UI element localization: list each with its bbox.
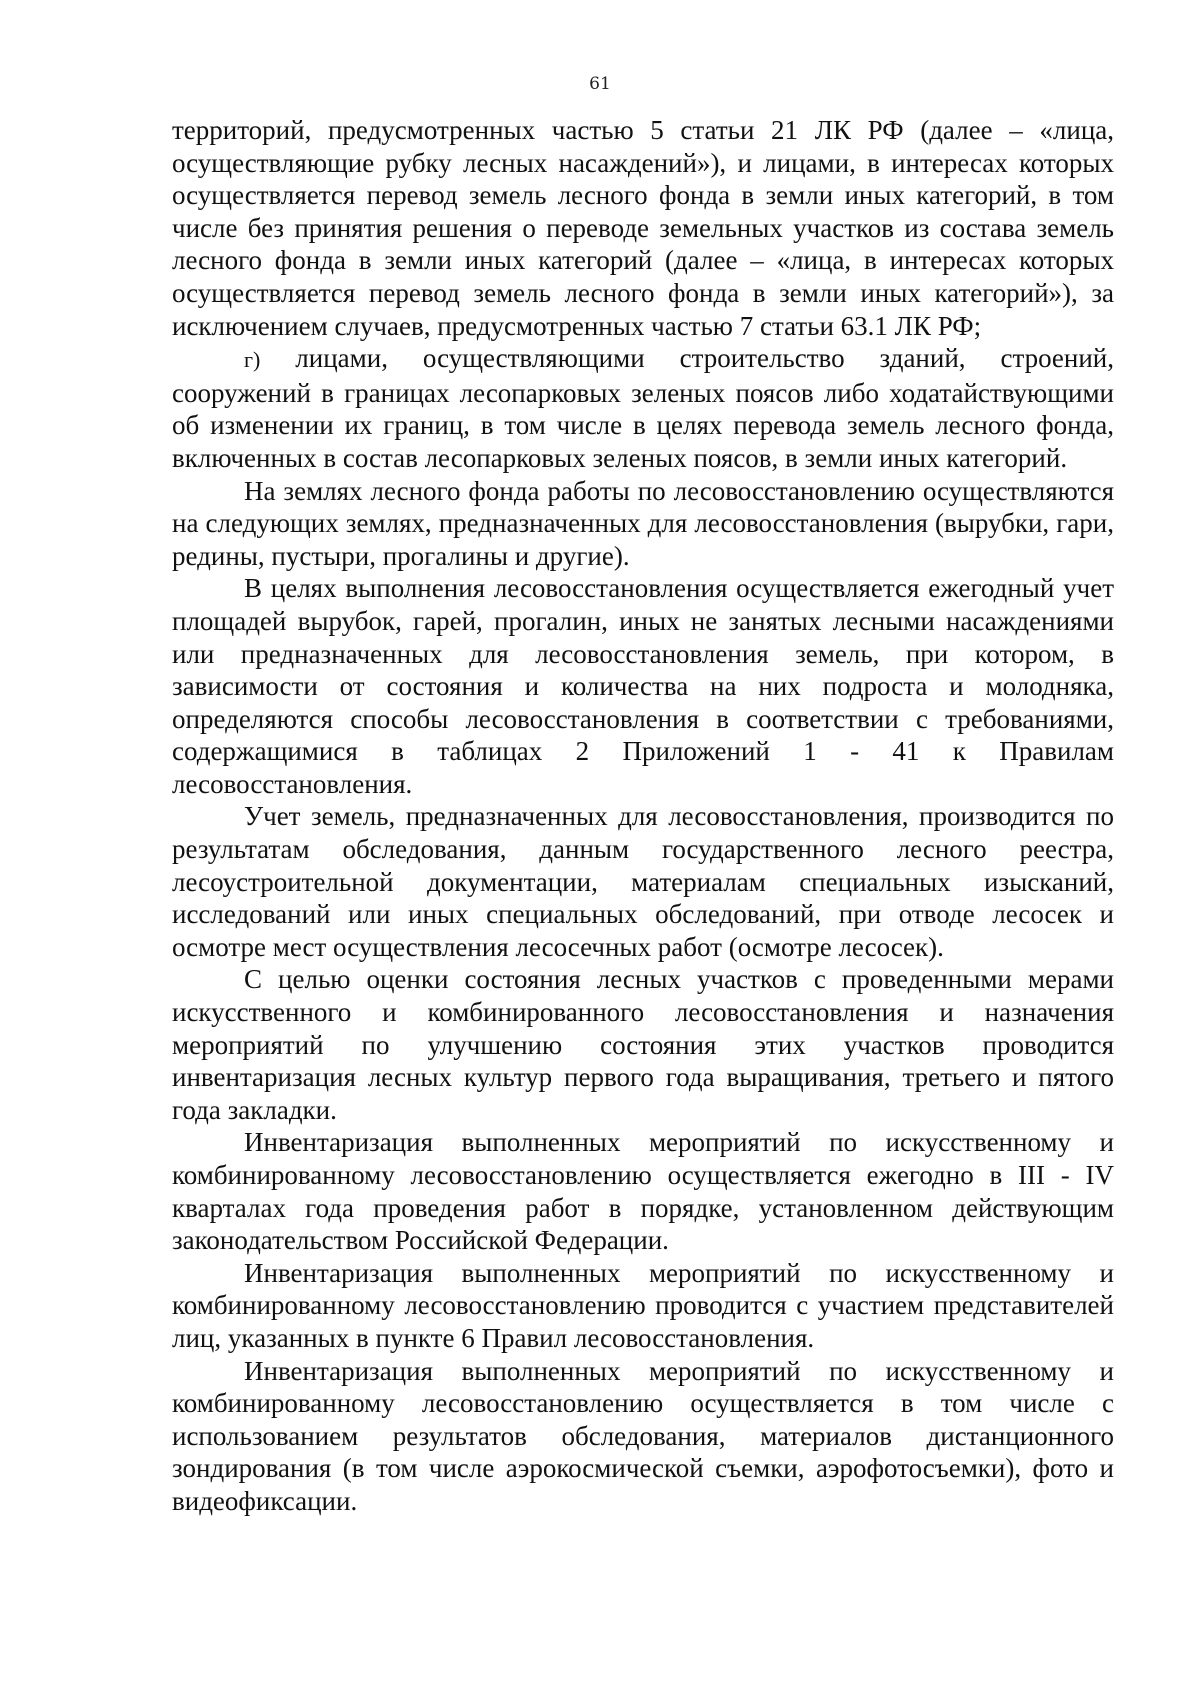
paragraph: Инвентаризация выполненных мероприятий по искусственному и комбинированному лесовосстановлению осуществляется в том числе с использованием результатов обследования, материалов дистанционного зондирования (в том числе аэрокосмической съемки, аэрофотосъемки), фото и видеофиксации.	[172, 1355, 1114, 1516]
paragraph: Инвентаризация выполненных мероприятий по искусственному и комбинированному лесовосстановлению проводится с участием представителей лиц, указанных в пункте 6 Правил лесовосстановления.	[172, 1257, 1114, 1353]
list-item-text: лицами, осуществляющими строительство зданий, строений, сооружений в границах лесопарковых зеленых поясов либо ходатайствующими об изменении их границ, в том числе в целях перевода земель лесного фонда, включенных в состав лесопарковых зеленых поясов, в земли иных категорий.	[172, 343, 1114, 473]
paragraph: Инвентаризация выполненных мероприятий по искусственному и комбинированному лесовосстановлению осуществляется ежегодно в III - IV кварталах года проведения работ в порядке, установленном действующим законодательством Российской Федерации.	[172, 1127, 1114, 1256]
list-item-g	[172, 342, 1114, 474]
paragraph-continuation: территорий, предусмотренных частью 5 статьи 21 ЛК РФ (далее – «лица, осуществляющие рубку лесных насаждений»), и лицами, в интересах которых осуществляется перевод земель лесного фонда в земли иных категорий, в том числе без принятия решения о переводе земельных участков из состава земель лесного фонда в земли иных категорий (далее – «лица, в интересах которых осуществляется перевод земель лесного фонда в земли иных категорий»), за исключением случаев, предусмотренных частью 7 статьи 63.1 ЛК РФ;	[172, 115, 1114, 341]
paragraph: В целях выполнения лесовосстановления осуществляется ежегодный учет площадей вырубок, гарей, прогалин, иных не занятых лесными насаждениями или предназначенных для лесовосстановления земель, при котором, в зависимости от состояния и количества на них подроста и молодняка, определяются способы лесовосстановления в соответствии с требованиями, содержащимися в таблицах 2 Приложений 1 - 41 к Правилам лесовосстановления.	[172, 573, 1114, 799]
paragraph: С целью оценки состояния лесных участков с проведенными мерами искусственного и комбинированного лесовосстановления и назначения мероприятий по улучшению состояния этих участков проводится инвентаризация лесных культур первого года выращивания, третьего и пятого года закладки.	[172, 964, 1114, 1125]
list-marker: г)	[244, 347, 261, 373]
page-number: 61	[589, 74, 611, 94]
paragraph: Учет земель, предназначенных для лесовосстановления, производится по результатам обследования, данным государственного лесного реестра, лесоустроительной документации, материалам специальных изысканий, исследований или иных специальных обследований, при отводе лесосек и осмотре мест осуществления лесосечных работ (осмотре лесосек).	[172, 801, 1114, 962]
paragraph: На землях лесного фонда работы по лесовосстановлению осуществляются на следующих землях, предназначенных для лесовосстановления (вырубки, гари, редины, пустыри, прогалины и другие).	[172, 475, 1114, 571]
document-body	[172, 114, 1114, 1518]
